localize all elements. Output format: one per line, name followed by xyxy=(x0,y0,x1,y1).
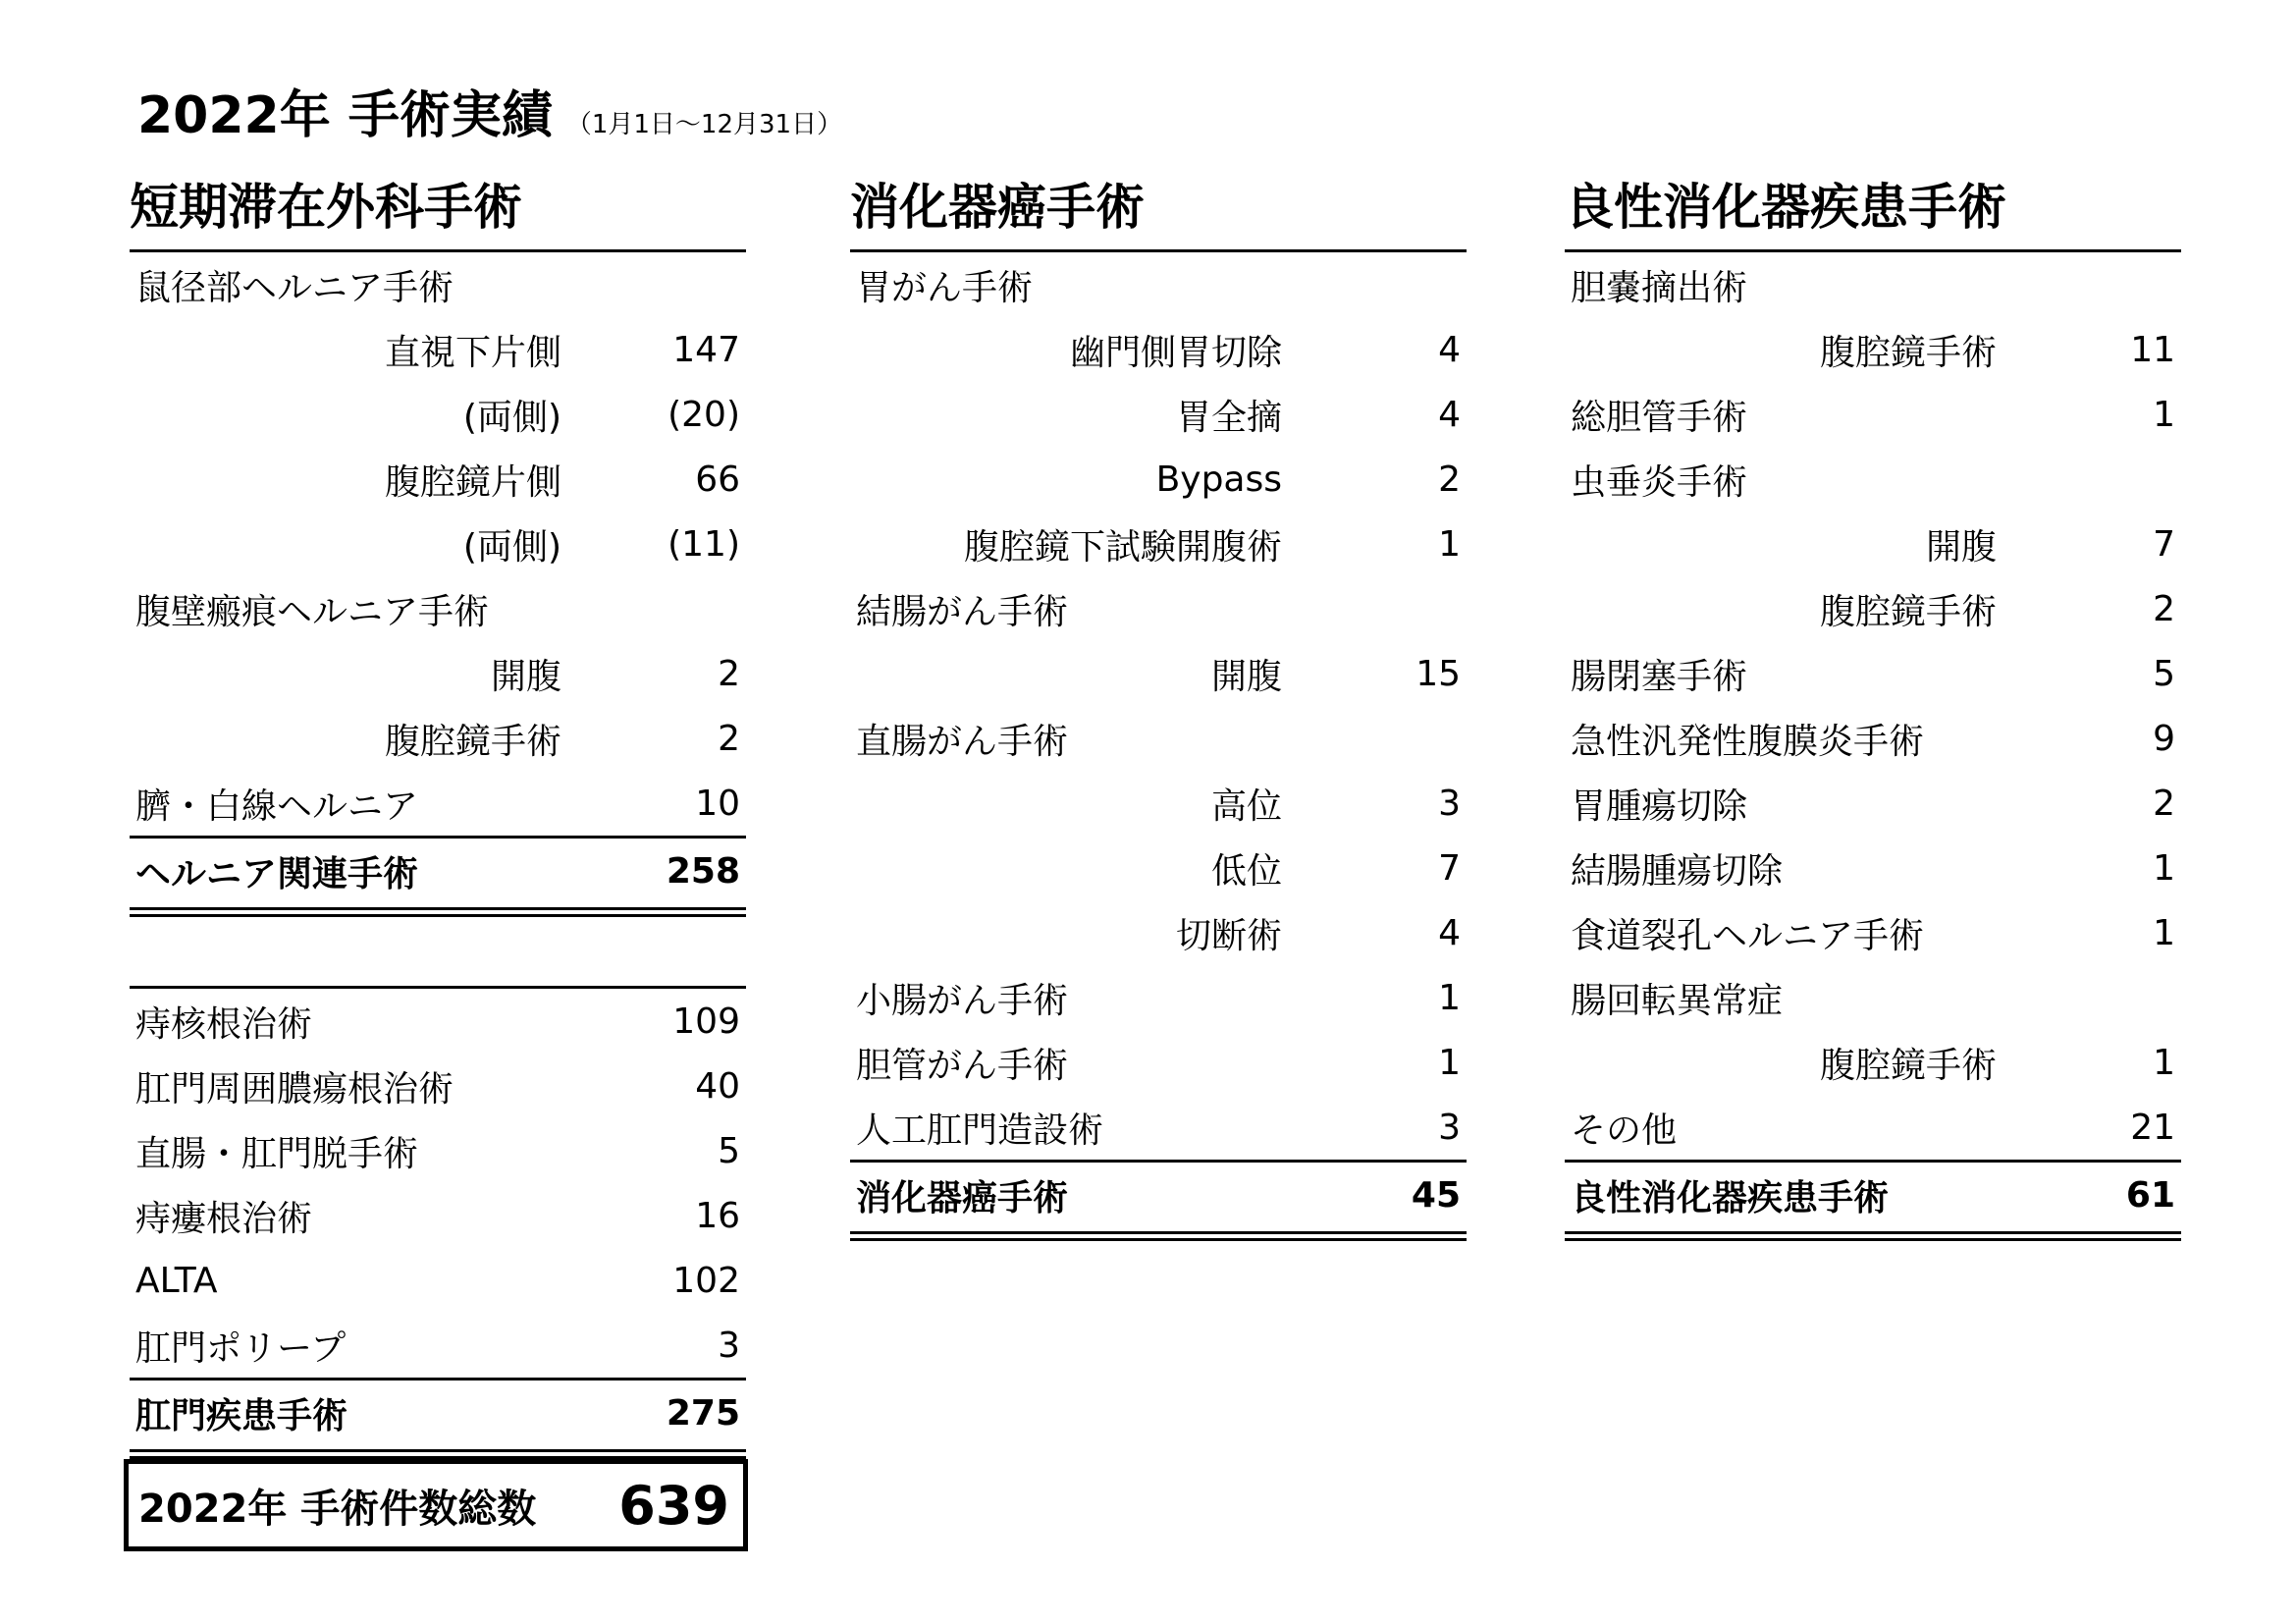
subtotal-row xyxy=(130,1378,746,1445)
table-row xyxy=(1565,836,2181,900)
row-label: 結腸がん手術 xyxy=(856,591,1069,632)
page-title xyxy=(137,86,842,154)
row-label: (両側) xyxy=(462,526,561,568)
page-title-text: 2022年 手術実績 xyxy=(137,86,553,145)
table-row xyxy=(1565,706,2181,771)
table-row xyxy=(130,1118,746,1183)
row-label: 腹腔鏡手術 xyxy=(1819,1045,1997,1086)
table-row xyxy=(1565,641,2181,706)
row-count: (20) xyxy=(667,394,740,435)
row-count: 2 xyxy=(1438,459,1461,500)
section-gi-cancer xyxy=(850,165,1467,1241)
row-label: 直腸・肛門脱手術 xyxy=(135,1133,419,1174)
table-row xyxy=(130,576,746,641)
subtotal-count: 258 xyxy=(666,850,740,892)
table-row xyxy=(130,989,746,1054)
row-count: 1 xyxy=(2153,1042,2175,1083)
row-count: 66 xyxy=(695,459,740,500)
row-count: (11) xyxy=(667,523,740,565)
row-label: 胃がん手術 xyxy=(856,267,1034,308)
row-count: 7 xyxy=(2153,523,2175,565)
table-row xyxy=(1565,447,2181,512)
table-row xyxy=(130,706,746,771)
table-row xyxy=(130,317,746,382)
table-row xyxy=(850,900,1467,965)
double-rule-top xyxy=(130,907,746,910)
row-label: 腸閉塞手術 xyxy=(1571,656,1748,697)
table-row xyxy=(1565,965,2181,1030)
row-count: 4 xyxy=(1438,912,1461,953)
row-count: 2 xyxy=(718,718,740,759)
table-row xyxy=(850,965,1467,1030)
row-count: 15 xyxy=(1415,653,1461,694)
table-row xyxy=(850,641,1467,706)
subtotal-label: 良性消化器疾患手術 xyxy=(1571,1177,1890,1218)
double-rule-top xyxy=(850,1231,1467,1234)
row-count: 11 xyxy=(2130,329,2175,370)
row-label: 腹壁瘢痕ヘルニア手術 xyxy=(135,591,490,632)
table-row xyxy=(130,1183,746,1248)
row-label: 胆管がん手術 xyxy=(856,1045,1069,1086)
table-row xyxy=(130,447,746,512)
double-rule-bottom xyxy=(850,1238,1467,1241)
table-row xyxy=(850,1030,1467,1095)
table-row xyxy=(1565,512,2181,576)
table-row xyxy=(1565,900,2181,965)
table-row xyxy=(130,641,746,706)
row-label: 腹腔鏡下試験開腹術 xyxy=(963,526,1282,568)
section-heading: 短期滞在外科手術 xyxy=(130,179,522,236)
row-label: 小腸がん手術 xyxy=(856,980,1069,1021)
table-row xyxy=(130,771,746,836)
table-row xyxy=(130,1313,746,1378)
table-row xyxy=(130,252,746,317)
row-label: 痔核根治術 xyxy=(135,1003,313,1045)
subtotal-label: ヘルニア関連手術 xyxy=(135,853,419,894)
row-label: 肛門周囲膿瘍根治術 xyxy=(135,1068,454,1110)
row-label: 虫垂炎手術 xyxy=(1571,461,1748,503)
section-heading: 良性消化器疾患手術 xyxy=(1565,179,2006,236)
row-count: 3 xyxy=(1438,1107,1461,1148)
row-label: 胃全摘 xyxy=(1175,397,1282,438)
table-row xyxy=(1565,771,2181,836)
row-label: 開腹 xyxy=(1925,526,1997,568)
double-rule-bottom xyxy=(1565,1238,2181,1241)
table-row xyxy=(130,512,746,576)
row-count: 5 xyxy=(718,1130,740,1171)
table-row xyxy=(850,706,1467,771)
row-count: 3 xyxy=(1438,783,1461,824)
row-label: 直腸がん手術 xyxy=(856,721,1069,762)
double-rule-top xyxy=(1565,1231,2181,1234)
row-count: 2 xyxy=(2153,588,2175,629)
subtotal-row xyxy=(850,1160,1467,1227)
row-label: 痔瘻根治術 xyxy=(135,1198,313,1239)
subtotal-label: 消化器癌手術 xyxy=(856,1177,1069,1218)
row-label: 胃腫瘍切除 xyxy=(1571,785,1748,827)
table-row xyxy=(1565,576,2181,641)
row-count: 3 xyxy=(718,1325,740,1366)
row-count: 147 xyxy=(672,329,740,370)
row-count: 9 xyxy=(2153,718,2175,759)
row-label: 肛門ポリープ xyxy=(135,1327,347,1369)
table-row xyxy=(130,382,746,447)
row-label: 胆嚢摘出術 xyxy=(1571,267,1748,308)
table-row xyxy=(850,771,1467,836)
row-count: 1 xyxy=(2153,912,2175,953)
table-row xyxy=(850,576,1467,641)
row-count: 1 xyxy=(1438,1042,1461,1083)
table-row xyxy=(130,1054,746,1118)
row-label: 切断術 xyxy=(1175,915,1282,956)
row-label: (両側) xyxy=(462,397,561,438)
section-short-stay xyxy=(130,165,746,1459)
row-label: 臍・白線ヘルニア xyxy=(135,785,419,827)
row-label: 総胆管手術 xyxy=(1571,397,1748,438)
row-label: 腹腔鏡片側 xyxy=(384,461,561,503)
row-count: 10 xyxy=(695,783,740,824)
period-text: （1月1日～12月31日） xyxy=(565,110,843,139)
row-count: 21 xyxy=(2130,1107,2175,1148)
table-row xyxy=(850,252,1467,317)
table-row xyxy=(850,512,1467,576)
row-label: 人工肛門造設術 xyxy=(856,1110,1104,1151)
table-row xyxy=(1565,1030,2181,1095)
subtotal-count: 45 xyxy=(1411,1174,1461,1216)
row-label: 開腹 xyxy=(490,656,561,697)
double-rule-top xyxy=(130,1449,746,1452)
table-row xyxy=(1565,317,2181,382)
row-count: 2 xyxy=(2153,783,2175,824)
row-label: 腸回転異常症 xyxy=(1571,980,1784,1021)
row-count: 2 xyxy=(718,653,740,694)
row-count: 4 xyxy=(1438,329,1461,370)
row-label: 開腹 xyxy=(1210,656,1282,697)
row-label: 結腸腫瘍切除 xyxy=(1571,850,1784,892)
subtotal-count: 61 xyxy=(2125,1174,2175,1216)
row-count: 1 xyxy=(2153,847,2175,889)
section-benign-gi xyxy=(1565,165,2181,1241)
table-row xyxy=(1565,382,2181,447)
subtotal-row xyxy=(130,836,746,903)
row-label: 直視下片側 xyxy=(384,332,561,373)
table-row xyxy=(850,382,1467,447)
row-label: Bypass xyxy=(1155,459,1282,500)
grand-total-box xyxy=(124,1459,748,1551)
grand-total-label: 2022年 手術件数総数 xyxy=(138,1486,537,1532)
row-count: 40 xyxy=(695,1065,740,1107)
row-count: 7 xyxy=(1438,847,1461,889)
table-row xyxy=(850,836,1467,900)
subtotal-label: 肛門疾患手術 xyxy=(135,1395,348,1436)
row-label: 急性汎発性腹膜炎手術 xyxy=(1571,721,1925,762)
row-label: その他 xyxy=(1571,1110,1678,1151)
table-row xyxy=(850,317,1467,382)
subtotal-row xyxy=(1565,1160,2181,1227)
section-spacer xyxy=(130,917,746,986)
row-label: 低位 xyxy=(1210,850,1282,892)
row-count: 4 xyxy=(1438,394,1461,435)
table-row xyxy=(1565,1095,2181,1160)
table-row xyxy=(850,1095,1467,1160)
table-row xyxy=(130,1248,746,1313)
row-count: 1 xyxy=(1438,523,1461,565)
row-label: 腹腔鏡手術 xyxy=(1819,332,1997,373)
row-count: 1 xyxy=(2153,394,2175,435)
row-count: 16 xyxy=(695,1195,740,1236)
row-label: 高位 xyxy=(1210,785,1282,827)
row-label: 鼠径部ヘルニア手術 xyxy=(135,267,454,308)
row-count: 5 xyxy=(2153,653,2175,694)
subtotal-count: 275 xyxy=(666,1392,740,1434)
table-row xyxy=(850,447,1467,512)
row-label: 腹腔鏡手術 xyxy=(1819,591,1997,632)
row-label: 食道裂孔ヘルニア手術 xyxy=(1571,915,1925,956)
section-heading: 消化器癌手術 xyxy=(850,179,1145,236)
grand-total-value: 639 xyxy=(618,1474,729,1537)
row-count: 1 xyxy=(1438,977,1461,1018)
table-row xyxy=(1565,252,2181,317)
row-count: 102 xyxy=(672,1260,740,1301)
row-label: ALTA xyxy=(135,1260,218,1301)
row-label: 幽門側胃切除 xyxy=(1069,332,1282,373)
row-label: 腹腔鏡手術 xyxy=(384,721,561,762)
row-count: 109 xyxy=(672,1001,740,1042)
